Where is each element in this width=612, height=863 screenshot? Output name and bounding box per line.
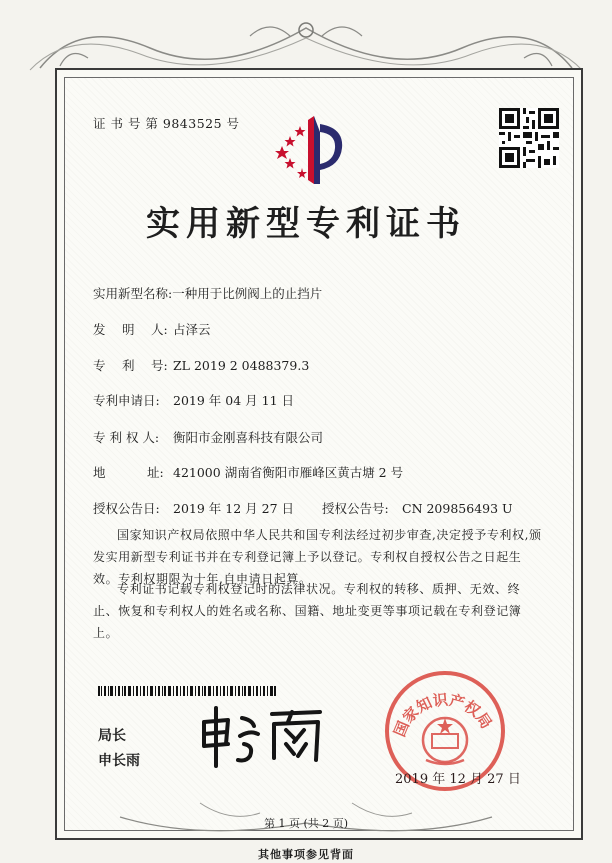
model-name-row <box>93 284 322 302</box>
patentee-value: 衡阳市金刚喜科技有限公司 <box>173 430 324 445</box>
svg-text:国家知识产权局: 国家知识产权局 <box>390 690 496 740</box>
announce-date-row <box>93 499 294 517</box>
patent-number-label: 专 利 号: <box>93 358 168 373</box>
filing-date-value: 2019 年 04 月 11 日 <box>173 393 294 408</box>
footer-note: 其他事项参见背面 <box>258 848 354 861</box>
director-name: 申长雨 <box>98 753 140 769</box>
address-label: 地 址: <box>93 465 164 480</box>
announce-date-label: 授权公告日: <box>93 501 160 516</box>
model-name-value: 一种用于比例阀上的止挡片 <box>172 286 323 301</box>
patentee-label: 专 利 权 人: <box>93 430 160 445</box>
patent-number-value: ZL 2019 2 0488379.3 <box>173 358 310 373</box>
seal-date: 2019 年 12 月 27 日 <box>395 772 521 787</box>
announce-date-value: 2019 年 12 月 27 日 <box>173 501 294 516</box>
qr-code-icon <box>499 108 559 168</box>
cnipa-logo-icon <box>268 106 354 186</box>
address-row <box>93 463 403 481</box>
patentee-row <box>93 428 323 446</box>
filing-date-label: 专利申请日: <box>93 393 160 408</box>
certificate-number: 证 书 号 第 9843525 号 <box>93 116 240 131</box>
patent-number-row <box>93 356 309 374</box>
inventor-row <box>93 320 211 338</box>
filing-date-row <box>93 391 294 409</box>
announce-number-value: CN 209856493 U <box>402 501 513 516</box>
inventor-label: 发 明 人: <box>93 322 168 337</box>
model-name-label: 实用新型名称: <box>93 286 173 301</box>
handwritten-signature <box>192 700 330 772</box>
inventor-value: 占泽云 <box>173 322 211 337</box>
director-title: 局长 <box>98 728 126 744</box>
announce-number-label: 授权公告号: <box>322 501 389 516</box>
paragraph-legal-status: 专利证书记载专利权登记时的法律状况。专利权的转移、质押、无效、终止、恢复和专利权人的姓名或名称、国籍、地址变更等事项记载在专利登记簿上。 <box>93 582 522 640</box>
announce-number-row <box>322 499 513 517</box>
page-number: 第 1 页 (共 2 页) <box>263 817 349 830</box>
barcode-icon <box>98 681 276 691</box>
address-value: 421000 湖南省衡阳市雁峰区黄古塘 2 号 <box>173 465 404 480</box>
certificate-title: 实用新型专利证书 <box>146 204 466 244</box>
paragraph-grant: 国家知识产权局依照中华人民共和国专利法经过初步审查,决定授予专利权,颁发实用新型专利证书并在专利登记簿上予以登记。专利权自授权公告之日起生效。专利权期限为十年,自申请日起算。 <box>93 528 542 586</box>
